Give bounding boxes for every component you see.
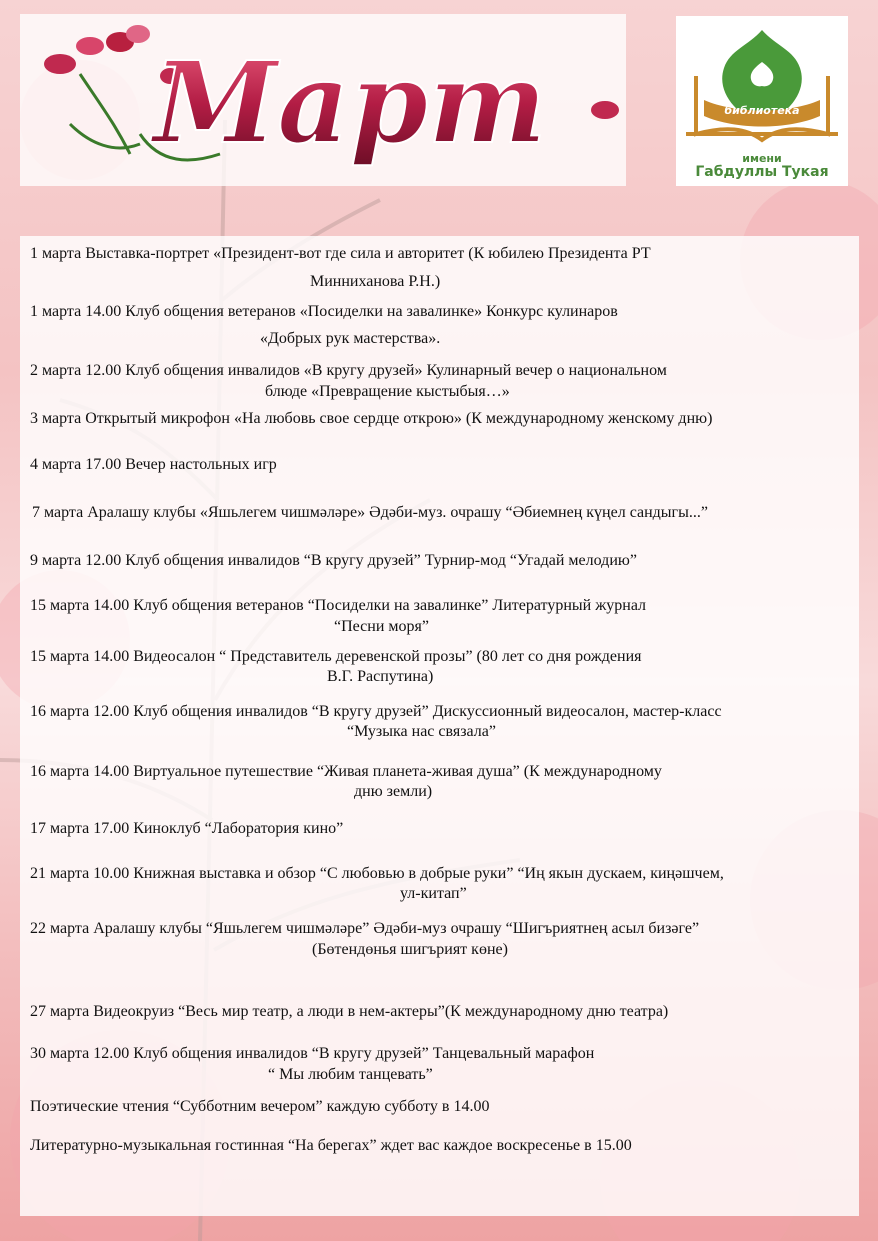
event-14-line2: (Бөтендөнья шигърият көне): [312, 941, 508, 958]
event-7-line1: 9 марта 12.00 Клуб общения инвалидов “В кругу друзей” Турнир-мод “Угадай мелодию”: [30, 552, 637, 569]
event-3-line1: 2 марта 12.00 Клуб общения инвалидов «В кругу друзей» Кулинарный вечер о национальном: [30, 362, 667, 379]
event-4-line1: 3 марта Открытый микрофон «На любовь свое сердце открою» (К международному женскому дню): [30, 410, 713, 427]
event-10-line2: “Музыка нас связала”: [347, 723, 496, 740]
logo-ribbon-text: библиотека: [724, 104, 800, 117]
event-2-line1: 1 марта 14.00 Клуб общения ветеранов «Посиделки на завалинке» Конкурс кулинаров: [30, 303, 618, 320]
event-14-line1: 22 марта Аралашу клубы “Яшьлегем чишмәләре” Әдәби-муз очрашу “Шигъриятнең асыл бизәге”: [30, 920, 700, 937]
event-18-line1: Литературно-музыкальная гостинная “На берегах” ждет вас каждое воскресенье в 15.00: [30, 1137, 632, 1154]
event-2-line2: «Добрых рук мастерства».: [260, 330, 441, 347]
logo-line1: имени: [742, 152, 782, 165]
event-13-line2: ул-китап”: [400, 885, 467, 902]
event-17-line1: Поэтические чтения “Субботним вечером” каждую субботу в 14.00: [30, 1098, 490, 1115]
title-text: Март: [153, 38, 547, 169]
event-9-line1: 15 марта 14.00 Видеосалон “ Представитель деревенской прозы” (80 лет со дня рождения: [30, 648, 642, 665]
event-3-line2: блюде «Превращение кыстыбыя…»: [265, 383, 510, 400]
title-art: [20, 14, 626, 186]
page-title: [20, 14, 626, 186]
event-11-line2: дню земли): [354, 783, 433, 800]
logo-line2: Габдуллы Тукая: [695, 164, 829, 180]
event-10-line1: 16 марта 12.00 Клуб общения инвалидов “В кругу друзей” Дискуссионный видеосалон, мастер-класс: [30, 703, 722, 720]
event-15-line1: 27 марта Видеокруиз “Весь мир театр, а люди в нем-актеры”(К международному дню театра): [30, 1003, 669, 1020]
event-6-line1: 7 марта Аралашу клубы «Яшьлегем чишмәләре» Әдәби-муз. очрашу “Әбиемнең күңел сандыгы...”: [32, 504, 708, 521]
event-1-line2: Минниханова Р.Н.): [310, 273, 441, 290]
event-8-line2: “Песни моря”: [334, 618, 429, 635]
event-8-line1: 15 марта 14.00 Клуб общения ветеранов “Посиделки на завалинке” Литературный журнал: [30, 597, 647, 614]
event-12-line1: 17 марта 17.00 Киноклуб “Лаборатория кино”: [30, 820, 344, 837]
event-11-line1: 16 марта 14.00 Виртуальное путешествие “Живая планета-живая душа” (К международному: [30, 763, 662, 780]
event-1-line1: 1 марта Выставка-портрет «Президент-вот где сила и авторитет (К юбилею Президента РТ: [30, 245, 651, 262]
library-logo: [676, 16, 848, 186]
event-9-line2: В.Г. Распутина): [327, 668, 434, 685]
book-leaf-icon: [676, 16, 848, 156]
event-13-line1: 21 марта 10.00 Книжная выставка и обзор “С любовью в добрые руки” “Иң якын дускаем, киңәшчем,: [30, 865, 724, 882]
event-5-line1: 4 марта 17.00 Вечер настольных игр: [30, 456, 277, 473]
event-16-line2: “ Мы любим танцевать”: [268, 1066, 433, 1083]
event-16-line1: 30 марта 12.00 Клуб общения инвалидов “В кругу друзей” Танцевальный марафон: [30, 1045, 595, 1062]
